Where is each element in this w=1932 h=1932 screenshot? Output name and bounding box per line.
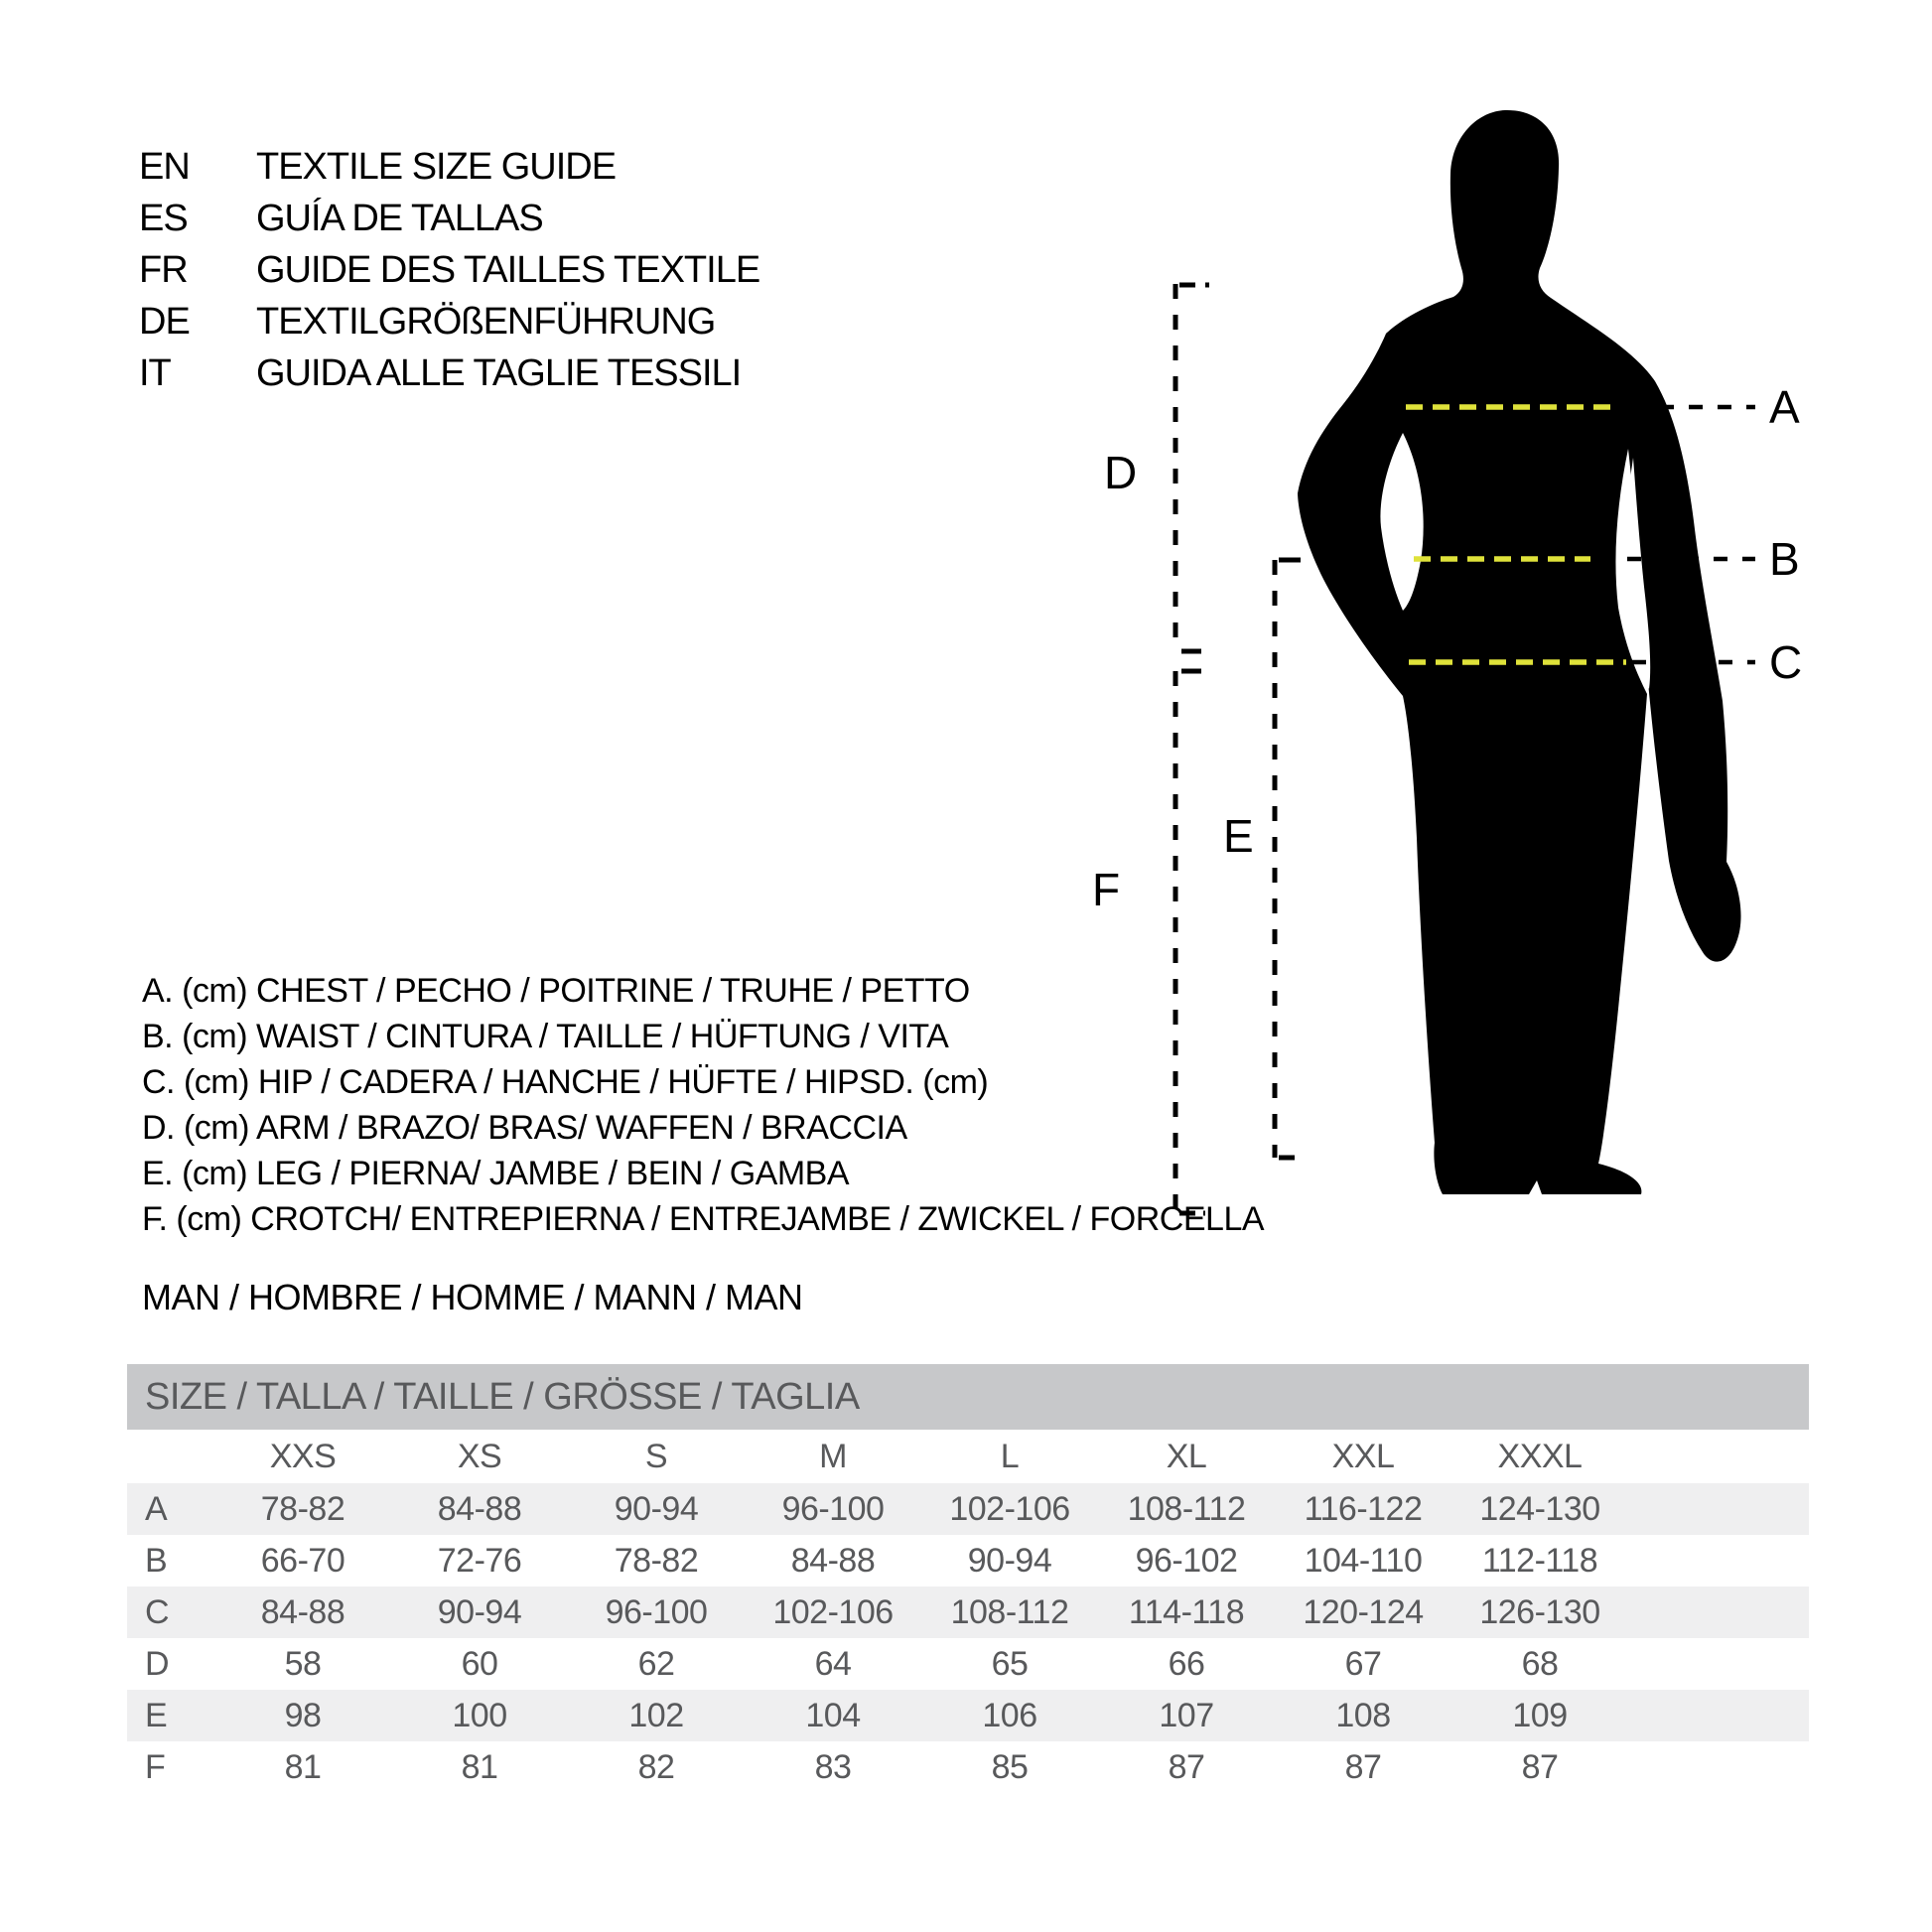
table-cell: 68	[1521, 1644, 1559, 1683]
language-title: GUÍA DE TALLAS	[256, 198, 543, 239]
legend-row-b: B. (cm) WAIST / CINTURA / TAILLE / HÜFTUNG / VITA	[142, 1018, 949, 1055]
table-cell: 62	[637, 1644, 675, 1683]
table-cell: 90-94	[437, 1592, 522, 1631]
table-cell: 87	[1521, 1747, 1559, 1786]
marker-label-c: C	[1769, 636, 1803, 688]
table-row	[127, 1587, 1809, 1638]
table-cell: 102	[628, 1696, 684, 1734]
table-cell: 108	[1335, 1696, 1391, 1734]
table-cell: 102-106	[949, 1489, 1070, 1528]
table-row	[127, 1535, 1809, 1587]
column-header: XS	[457, 1437, 502, 1475]
row-label: E	[145, 1696, 168, 1734]
column-header: XXS	[269, 1437, 337, 1475]
table-cell: 84-88	[260, 1592, 345, 1631]
table-cell: 81	[461, 1747, 498, 1786]
table-cell: 98	[284, 1696, 322, 1734]
legend-row-d: D. (cm) ARM / BRAZO/ BRAS/ WAFFEN / BRACCIA	[142, 1109, 907, 1147]
table-cell: 84-88	[790, 1541, 876, 1580]
table-cell: 72-76	[437, 1541, 522, 1580]
table-row	[127, 1741, 1809, 1793]
language-title: TEXTILGRÖßENFÜHRUNG	[256, 301, 716, 343]
table-cell: 114-118	[1128, 1592, 1245, 1631]
table-cell: 116-122	[1304, 1489, 1423, 1528]
table-cell: 90-94	[967, 1541, 1052, 1580]
table-cell: 106	[982, 1696, 1037, 1734]
column-header: XXL	[1331, 1437, 1395, 1475]
table-cell: 126-130	[1479, 1592, 1600, 1631]
table-cell: 107	[1159, 1696, 1214, 1734]
marker-label-d: D	[1104, 447, 1138, 498]
language-code: DE	[139, 301, 190, 343]
table-row	[127, 1483, 1809, 1535]
language-title: TEXTILE SIZE GUIDE	[256, 146, 617, 188]
size-table	[127, 1364, 1809, 1793]
table-row	[127, 1638, 1809, 1690]
column-header: S	[644, 1437, 668, 1475]
table-cell: 67	[1344, 1644, 1382, 1683]
row-label: F	[145, 1747, 166, 1786]
table-cell: 64	[814, 1644, 852, 1683]
language-code: EN	[139, 146, 190, 188]
table-header-row	[127, 1430, 1809, 1483]
table-cell: 90-94	[614, 1489, 699, 1528]
table-cell: 96-100	[781, 1489, 885, 1528]
table-cell: 82	[637, 1747, 675, 1786]
man-silhouette-image	[1298, 110, 1741, 1194]
table-cell: 124-130	[1479, 1489, 1600, 1528]
table-cell: 60	[461, 1644, 498, 1683]
legend-row-e: E. (cm) LEG / PIERNA/ JAMBE / BEIN / GAMBA	[142, 1155, 850, 1192]
table-cell: 108-112	[1127, 1489, 1246, 1528]
table-cell: 83	[814, 1747, 852, 1786]
table-cell: 96-102	[1135, 1541, 1238, 1580]
column-header: M	[819, 1437, 847, 1475]
language-title: GUIDE DES TAILLES TEXTILE	[256, 249, 760, 291]
table-cell: 81	[284, 1747, 322, 1786]
table-cell: 87	[1344, 1747, 1382, 1786]
table-row	[127, 1690, 1809, 1741]
marker-label-a: A	[1769, 381, 1800, 433]
language-code: IT	[139, 352, 171, 394]
row-label: D	[145, 1644, 170, 1683]
table-cell: 100	[452, 1696, 507, 1734]
table-cell: 96-100	[605, 1592, 708, 1631]
table-cell: 78-82	[614, 1541, 699, 1580]
table-cell: 102-106	[772, 1592, 894, 1631]
table-cell: 66	[1168, 1644, 1205, 1683]
table-cell: 85	[991, 1747, 1029, 1786]
row-label: C	[145, 1592, 170, 1631]
legend-row-a: A. (cm) CHEST / PECHO / POITRINE / TRUHE / PETTO	[142, 972, 970, 1010]
row-label: A	[145, 1489, 168, 1528]
table-cell: 104	[805, 1696, 861, 1734]
table-title-bar: SIZE / TALLA / TAILLE / GRÖSSE / TAGLIA	[127, 1364, 1809, 1430]
row-label: B	[145, 1541, 168, 1580]
column-header: XL	[1166, 1437, 1207, 1475]
table-cell: 58	[284, 1644, 322, 1683]
table-cell: 78-82	[260, 1489, 345, 1528]
legend-row-c: C. (cm) HIP / CADERA / HANCHE / HÜFTE / HIPSD. (cm)	[142, 1063, 989, 1101]
marker-label-e: E	[1223, 810, 1254, 862]
marker-label-b: B	[1769, 533, 1800, 585]
table-cell: 112-118	[1481, 1541, 1598, 1580]
table-cell: 65	[991, 1644, 1029, 1683]
table-cell: 84-88	[437, 1489, 522, 1528]
column-header: L	[1000, 1437, 1020, 1475]
table-cell: 109	[1512, 1696, 1568, 1734]
category-line: MAN / HOMBRE / HOMME / MANN / MAN	[142, 1277, 803, 1317]
language-code: ES	[139, 198, 188, 239]
language-title: GUIDA ALLE TAGLIE TESSILI	[256, 352, 742, 394]
legend-row-f: F. (cm) CROTCH/ ENTREPIERNA / ENTREJAMBE / ZWICKEL / FORCELLA	[142, 1200, 1265, 1238]
language-code: FR	[139, 249, 188, 291]
table-cell: 108-112	[950, 1592, 1069, 1631]
column-header: XXXL	[1497, 1437, 1583, 1475]
measurement-legend	[142, 968, 1264, 1242]
table-cell: 104-110	[1304, 1541, 1423, 1580]
table-cell: 120-124	[1303, 1592, 1424, 1631]
table-cell: 87	[1168, 1747, 1205, 1786]
table-cell: 66-70	[260, 1541, 345, 1580]
marker-label-f: F	[1092, 864, 1121, 915]
